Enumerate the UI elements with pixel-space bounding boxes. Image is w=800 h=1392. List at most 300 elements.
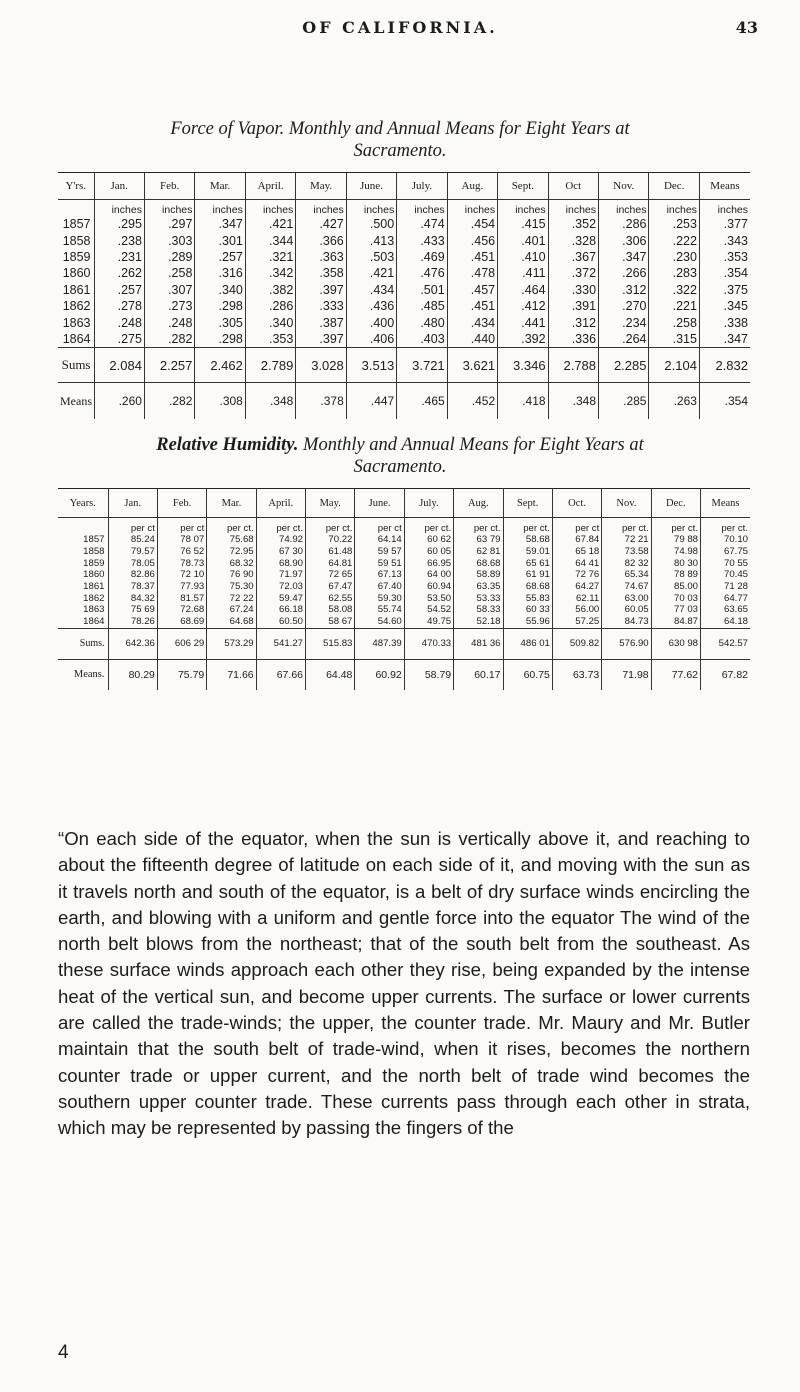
table-cell: .440 bbox=[447, 331, 497, 348]
unit-label: inches bbox=[498, 200, 548, 217]
table-cell: .411 bbox=[498, 265, 548, 281]
table-cell: .257 bbox=[195, 249, 245, 265]
table-cell: 70 55 bbox=[701, 557, 751, 569]
unit-label: per ct bbox=[108, 518, 157, 535]
table-cell: 75 69 bbox=[108, 604, 157, 616]
table-cell: 79.57 bbox=[108, 546, 157, 558]
body-paragraph: “On each side of the equator, when the sun is vertically above it, and reaching to about the fifteenth degree of latitude on each side of it, and moving with the sun as it travels north and south of the equator, is a belt of dry surface winds encircling the earth, and blowing with a uniform and gentle force into the equator The wind of the north belt blows from the northeast; that of the south belt from the southeast. As these surface winds approach each other they rise, being expanded by the intense heat of the vertical sun, and become upper currents. The surface or lower currents are called the trade-winds; the upper, the counter trade. Mr. Maury and Mr. Butler maintain that the south belt of trade-wind, when it rises, becomes the northern counter trade or upper current, and the north belt of trade wind becomes the southern upper counter trade. These currents pass through each other in strata, which may be represented by passing the fingers of the bbox=[58, 828, 750, 1139]
table-cell: .322 bbox=[649, 282, 699, 298]
table-cell: 66.18 bbox=[256, 604, 305, 616]
table-cell: .441 bbox=[498, 314, 548, 330]
table-row bbox=[58, 616, 750, 628]
table-cell: 63.35 bbox=[454, 581, 503, 593]
humidity-table bbox=[58, 488, 750, 690]
table-cell: .342 bbox=[245, 265, 295, 281]
table-cell: .345 bbox=[699, 298, 750, 314]
table-cell: 67 30 bbox=[256, 546, 305, 558]
table-cell: 72 21 bbox=[602, 534, 651, 546]
table-row bbox=[58, 265, 750, 281]
sum-cell: 2.285 bbox=[599, 348, 649, 383]
table-cell: .485 bbox=[397, 298, 447, 314]
table-row bbox=[58, 232, 750, 248]
table-row bbox=[58, 216, 750, 232]
table-cell: .406 bbox=[346, 331, 396, 348]
sum-cell: 2.832 bbox=[699, 348, 750, 383]
table-cell: 72 65 bbox=[306, 569, 355, 581]
vapor-table bbox=[58, 172, 750, 419]
mean-cell: 60.17 bbox=[454, 659, 503, 690]
table-cell: 78.05 bbox=[108, 557, 157, 569]
sum-cell: 3.346 bbox=[498, 348, 548, 383]
table-cell: 78 07 bbox=[157, 534, 206, 546]
table-cell: 68.32 bbox=[207, 557, 256, 569]
unit-label: per ct. bbox=[602, 518, 651, 535]
table-cell: 72 22 bbox=[207, 592, 256, 604]
column-header: Aug. bbox=[447, 173, 497, 200]
table-cell: .401 bbox=[498, 232, 548, 248]
table-cell: .353 bbox=[699, 249, 750, 265]
table-cell: .500 bbox=[346, 216, 396, 232]
table-cell: .303 bbox=[144, 232, 194, 248]
year-header: Y'rs. bbox=[58, 173, 94, 200]
blank-cell bbox=[58, 200, 94, 217]
table-cell: .338 bbox=[699, 314, 750, 330]
column-header: Sept. bbox=[498, 173, 548, 200]
table-cell: .415 bbox=[498, 216, 548, 232]
table-cell: .266 bbox=[599, 265, 649, 281]
table-cell: 70.22 bbox=[306, 534, 355, 546]
table-cell: .503 bbox=[346, 249, 396, 265]
table-cell: .501 bbox=[397, 282, 447, 298]
table-cell: .234 bbox=[599, 314, 649, 330]
year-label: 1860 bbox=[83, 569, 105, 581]
year-label: 1858 bbox=[83, 546, 105, 558]
column-header: Means bbox=[701, 489, 751, 518]
sum-cell: 541.27 bbox=[256, 628, 305, 659]
humidity-caption-rest: Monthly and Annual Means for Eight Years at bbox=[303, 435, 644, 455]
table-cell: 52.18 bbox=[454, 616, 503, 628]
table-cell: 72.95 bbox=[207, 546, 256, 558]
year-label: 1863 bbox=[62, 315, 91, 330]
table-cell: .286 bbox=[599, 216, 649, 232]
year-label: 1858 bbox=[62, 233, 91, 248]
unit-label: inches bbox=[144, 200, 194, 217]
mean-cell: .452 bbox=[447, 383, 497, 420]
mean-cell: .285 bbox=[599, 383, 649, 420]
table-cell: .347 bbox=[195, 216, 245, 232]
column-header: July. bbox=[397, 173, 447, 200]
table-cell: .253 bbox=[649, 216, 699, 232]
column-header: April. bbox=[245, 173, 295, 200]
table-cell: 84.32 bbox=[108, 592, 157, 604]
sums-label: Sums bbox=[58, 348, 94, 383]
column-header: Jan. bbox=[108, 489, 157, 518]
table-cell: .273 bbox=[144, 298, 194, 314]
mean-cell: .260 bbox=[94, 383, 144, 420]
table-cell: .400 bbox=[346, 314, 396, 330]
table-cell: .478 bbox=[447, 265, 497, 281]
column-header: Sept. bbox=[503, 489, 552, 518]
vapor-table-caption bbox=[60, 118, 740, 162]
table-cell: 55.96 bbox=[503, 616, 552, 628]
table-cell: 78 89 bbox=[651, 569, 700, 581]
table-cell: 67.47 bbox=[306, 581, 355, 593]
table-cell: 74.67 bbox=[602, 581, 651, 593]
sum-cell: 2.789 bbox=[245, 348, 295, 383]
table-cell: 72 76 bbox=[552, 569, 601, 581]
table-cell: 60.94 bbox=[404, 581, 453, 593]
table-row bbox=[58, 569, 750, 581]
table-cell: 61.48 bbox=[306, 546, 355, 558]
table-cell: .372 bbox=[548, 265, 598, 281]
humidity-caption-lead: Relative Humidity. bbox=[156, 435, 299, 455]
unit-label: per ct. bbox=[454, 518, 503, 535]
unit-label: per ct bbox=[552, 518, 601, 535]
table-cell: 62.55 bbox=[306, 592, 355, 604]
table-cell: 60.50 bbox=[256, 616, 305, 628]
table-cell: .343 bbox=[699, 232, 750, 248]
table-cell: .312 bbox=[599, 282, 649, 298]
year-label: 1864 bbox=[62, 331, 91, 346]
mean-cell: 60.75 bbox=[503, 659, 552, 690]
mean-cell: 80.29 bbox=[108, 659, 157, 690]
table-cell: .476 bbox=[397, 265, 447, 281]
table-cell: 53.33 bbox=[454, 592, 503, 604]
table-cell: 79 88 bbox=[651, 534, 700, 546]
column-header: Mar. bbox=[195, 173, 245, 200]
mean-cell: .348 bbox=[548, 383, 598, 420]
humidity-table-caption bbox=[60, 434, 740, 478]
sum-cell: 3.513 bbox=[346, 348, 396, 383]
table-cell: .366 bbox=[296, 232, 346, 248]
table-cell: .344 bbox=[245, 232, 295, 248]
table-cell: 63 79 bbox=[454, 534, 503, 546]
table-cell: .307 bbox=[144, 282, 194, 298]
unit-label: inches bbox=[699, 200, 750, 217]
table-cell: .354 bbox=[699, 265, 750, 281]
humidity-table-body bbox=[58, 518, 750, 690]
table-cell: 55.83 bbox=[503, 592, 552, 604]
table-cell: .340 bbox=[245, 314, 295, 330]
table-row bbox=[58, 298, 750, 314]
table-cell: 67.24 bbox=[207, 604, 256, 616]
means-label: Means. bbox=[58, 659, 108, 690]
table-cell: 84.73 bbox=[602, 616, 651, 628]
table-cell: .413 bbox=[346, 232, 396, 248]
table-cell: 85.24 bbox=[108, 534, 157, 546]
unit-label: per ct. bbox=[701, 518, 751, 535]
column-header: June. bbox=[346, 173, 396, 200]
year-label: 1857 bbox=[62, 217, 91, 232]
mean-cell: 64.48 bbox=[306, 659, 355, 690]
unit-label: per ct. bbox=[207, 518, 256, 535]
table-cell: 60 62 bbox=[404, 534, 453, 546]
column-header: May. bbox=[306, 489, 355, 518]
sums-row bbox=[58, 348, 750, 383]
table-cell: .456 bbox=[447, 232, 497, 248]
table-cell: 55.74 bbox=[355, 604, 404, 616]
table-cell: 78.73 bbox=[157, 557, 206, 569]
table-cell: 80 30 bbox=[651, 557, 700, 569]
table-cell: .321 bbox=[245, 249, 295, 265]
table-cell: 71 28 bbox=[701, 581, 751, 593]
table-row bbox=[58, 546, 750, 558]
sum-cell: 642.36 bbox=[108, 628, 157, 659]
table-cell: .316 bbox=[195, 265, 245, 281]
table-cell: 62.11 bbox=[552, 592, 601, 604]
table-cell: 64.18 bbox=[701, 616, 751, 628]
table-cell: .258 bbox=[649, 314, 699, 330]
unit-label: inches bbox=[94, 200, 144, 217]
table-cell: .454 bbox=[447, 216, 497, 232]
table-cell: .387 bbox=[296, 314, 346, 330]
table-cell: .427 bbox=[296, 216, 346, 232]
table-cell: 75.68 bbox=[207, 534, 256, 546]
table-cell: 59.01 bbox=[503, 546, 552, 558]
column-header: July. bbox=[404, 489, 453, 518]
table-cell: 60.05 bbox=[602, 604, 651, 616]
column-header: May. bbox=[296, 173, 346, 200]
table-cell: 68.68 bbox=[503, 581, 552, 593]
table-cell: .397 bbox=[296, 331, 346, 348]
table-cell: 77.93 bbox=[157, 581, 206, 593]
table-cell: 71.97 bbox=[256, 569, 305, 581]
table-cell: 61 91 bbox=[503, 569, 552, 581]
table-cell: 59.47 bbox=[256, 592, 305, 604]
mean-cell: 71.66 bbox=[207, 659, 256, 690]
humidity-header-row bbox=[58, 489, 750, 518]
table-cell: .298 bbox=[195, 298, 245, 314]
sum-cell: 576.90 bbox=[602, 628, 651, 659]
table-row bbox=[58, 557, 750, 569]
sum-cell: 2.104 bbox=[649, 348, 699, 383]
column-header: Dec. bbox=[651, 489, 700, 518]
unit-label: per ct bbox=[355, 518, 404, 535]
table-cell: .295 bbox=[94, 216, 144, 232]
sum-cell: 3.621 bbox=[447, 348, 497, 383]
table-cell: 54.60 bbox=[355, 616, 404, 628]
table-cell: 57.25 bbox=[552, 616, 601, 628]
table-cell: 64.68 bbox=[207, 616, 256, 628]
table-cell: .340 bbox=[195, 282, 245, 298]
table-cell: .297 bbox=[144, 216, 194, 232]
table-cell: .275 bbox=[94, 331, 144, 348]
humidity-caption-line1 bbox=[60, 434, 740, 456]
table-cell: 72.03 bbox=[256, 581, 305, 593]
column-header: Aug. bbox=[454, 489, 503, 518]
table-row bbox=[58, 534, 750, 546]
mean-cell: .418 bbox=[498, 383, 548, 420]
table-cell: 58 67 bbox=[306, 616, 355, 628]
table-cell: .451 bbox=[447, 298, 497, 314]
table-cell: .347 bbox=[699, 331, 750, 348]
sum-cell: 3.721 bbox=[397, 348, 447, 383]
table-cell: 60 33 bbox=[503, 604, 552, 616]
mean-cell: .447 bbox=[346, 383, 396, 420]
unit-label: per ct. bbox=[256, 518, 305, 535]
unit-label: inches bbox=[346, 200, 396, 217]
sum-cell: 606 29 bbox=[157, 628, 206, 659]
column-header: Oct bbox=[548, 173, 598, 200]
mean-cell: 71.98 bbox=[602, 659, 651, 690]
table-cell: 66.95 bbox=[404, 557, 453, 569]
sum-cell: 2.257 bbox=[144, 348, 194, 383]
table-cell: 59 57 bbox=[355, 546, 404, 558]
table-cell: .270 bbox=[599, 298, 649, 314]
table-cell: 65 18 bbox=[552, 546, 601, 558]
sums-label: Sums. bbox=[58, 628, 108, 659]
mean-cell: 67.82 bbox=[701, 659, 751, 690]
table-cell: .231 bbox=[94, 249, 144, 265]
table-cell: .238 bbox=[94, 232, 144, 248]
table-cell: 67.75 bbox=[701, 546, 751, 558]
table-cell: 74.92 bbox=[256, 534, 305, 546]
year-label: 1860 bbox=[62, 266, 91, 281]
sum-cell: 542.57 bbox=[701, 628, 751, 659]
table-cell: 64 00 bbox=[404, 569, 453, 581]
table-cell: 78.37 bbox=[108, 581, 157, 593]
table-cell: .451 bbox=[447, 249, 497, 265]
column-header: Nov. bbox=[602, 489, 651, 518]
table-cell: 64.14 bbox=[355, 534, 404, 546]
sum-cell: 487.39 bbox=[355, 628, 404, 659]
mean-cell: .378 bbox=[296, 383, 346, 420]
table-cell: 84.87 bbox=[651, 616, 700, 628]
table-cell: .221 bbox=[649, 298, 699, 314]
table-cell: .248 bbox=[144, 314, 194, 330]
table-row bbox=[58, 604, 750, 616]
table-row bbox=[58, 249, 750, 265]
table-cell: 74.98 bbox=[651, 546, 700, 558]
mean-cell: .348 bbox=[245, 383, 295, 420]
table-row bbox=[58, 581, 750, 593]
unit-label: inches bbox=[447, 200, 497, 217]
table-cell: .283 bbox=[649, 265, 699, 281]
table-cell: .377 bbox=[699, 216, 750, 232]
mean-cell: .308 bbox=[195, 383, 245, 420]
table-cell: .358 bbox=[296, 265, 346, 281]
table-cell: .347 bbox=[599, 249, 649, 265]
table-cell: 72.68 bbox=[157, 604, 206, 616]
table-cell: .336 bbox=[548, 331, 598, 348]
mean-cell: .263 bbox=[649, 383, 699, 420]
table-cell: 64.81 bbox=[306, 557, 355, 569]
table-cell: .298 bbox=[195, 331, 245, 348]
table-cell: 68.90 bbox=[256, 557, 305, 569]
table-cell: 67.13 bbox=[355, 569, 404, 581]
means-label: Means bbox=[58, 383, 94, 420]
table-cell: .230 bbox=[649, 249, 699, 265]
sum-cell: 573.29 bbox=[207, 628, 256, 659]
sum-cell: 486 01 bbox=[503, 628, 552, 659]
table-cell: .421 bbox=[245, 216, 295, 232]
mean-cell: 77.62 bbox=[651, 659, 700, 690]
sum-cell: 509.82 bbox=[552, 628, 601, 659]
column-header: Oct. bbox=[552, 489, 601, 518]
humidity-caption-line2: Sacramento. bbox=[353, 457, 447, 477]
running-head-title: OF CALIFORNIA. bbox=[302, 18, 498, 37]
year-label: 1864 bbox=[83, 616, 105, 628]
table-cell: .315 bbox=[649, 331, 699, 348]
table-cell: .353 bbox=[245, 331, 295, 348]
table-cell: .464 bbox=[498, 282, 548, 298]
page-number: 43 bbox=[735, 18, 758, 37]
table-cell: .410 bbox=[498, 249, 548, 265]
table-cell: 59 51 bbox=[355, 557, 404, 569]
table-cell: 70 03 bbox=[651, 592, 700, 604]
unit-label: per ct. bbox=[306, 518, 355, 535]
table-cell: 64.27 bbox=[552, 581, 601, 593]
sum-cell: 481 36 bbox=[454, 628, 503, 659]
unit-row bbox=[58, 200, 750, 217]
year-label: 1863 bbox=[83, 604, 105, 616]
year-label: 1859 bbox=[62, 249, 91, 264]
table-cell: 58.08 bbox=[306, 604, 355, 616]
table-cell: 58.68 bbox=[503, 534, 552, 546]
table-cell: .278 bbox=[94, 298, 144, 314]
table-cell: 76 90 bbox=[207, 569, 256, 581]
mean-cell: 63.73 bbox=[552, 659, 601, 690]
table-cell: 82 32 bbox=[602, 557, 651, 569]
table-cell: .474 bbox=[397, 216, 447, 232]
table-cell: 58.33 bbox=[454, 604, 503, 616]
year-label: 1862 bbox=[83, 592, 105, 604]
table-cell: .289 bbox=[144, 249, 194, 265]
table-cell: .363 bbox=[296, 249, 346, 265]
unit-label: per ct. bbox=[404, 518, 453, 535]
table-cell: 60 05 bbox=[404, 546, 453, 558]
sum-cell: 2.788 bbox=[548, 348, 598, 383]
mean-cell: 67.66 bbox=[256, 659, 305, 690]
unit-label: inches bbox=[296, 200, 346, 217]
table-cell: .382 bbox=[245, 282, 295, 298]
table-cell: .367 bbox=[548, 249, 598, 265]
table-cell: .469 bbox=[397, 249, 447, 265]
unit-label: inches bbox=[195, 200, 245, 217]
sum-cell: 2.462 bbox=[195, 348, 245, 383]
year-label: 1862 bbox=[62, 299, 91, 314]
table-cell: .262 bbox=[94, 265, 144, 281]
table-cell: 53.50 bbox=[404, 592, 453, 604]
column-header: Dec. bbox=[649, 173, 699, 200]
unit-label: per ct bbox=[157, 518, 206, 535]
table-cell: .264 bbox=[599, 331, 649, 348]
signature-mark: 4 bbox=[58, 1342, 69, 1363]
table-cell: 70.10 bbox=[701, 534, 751, 546]
mean-cell: .465 bbox=[397, 383, 447, 420]
table-cell: .286 bbox=[245, 298, 295, 314]
table-cell: 82.86 bbox=[108, 569, 157, 581]
table-cell: .434 bbox=[447, 314, 497, 330]
table-cell: .312 bbox=[548, 314, 598, 330]
table-cell: 67.84 bbox=[552, 534, 601, 546]
vapor-table-body bbox=[58, 200, 750, 420]
table-cell: .222 bbox=[649, 232, 699, 248]
vapor-header-row bbox=[58, 173, 750, 200]
table-cell: 56.00 bbox=[552, 604, 601, 616]
table-row bbox=[58, 282, 750, 298]
table-cell: .306 bbox=[599, 232, 649, 248]
year-label: 1861 bbox=[62, 282, 91, 297]
table-cell: 75.30 bbox=[207, 581, 256, 593]
table-cell: .421 bbox=[346, 265, 396, 281]
table-cell: 68.68 bbox=[454, 557, 503, 569]
table-cell: .480 bbox=[397, 314, 447, 330]
sum-cell: 515.83 bbox=[306, 628, 355, 659]
table-cell: 77 03 bbox=[651, 604, 700, 616]
table-cell: 72 10 bbox=[157, 569, 206, 581]
table-cell: 73.58 bbox=[602, 546, 651, 558]
